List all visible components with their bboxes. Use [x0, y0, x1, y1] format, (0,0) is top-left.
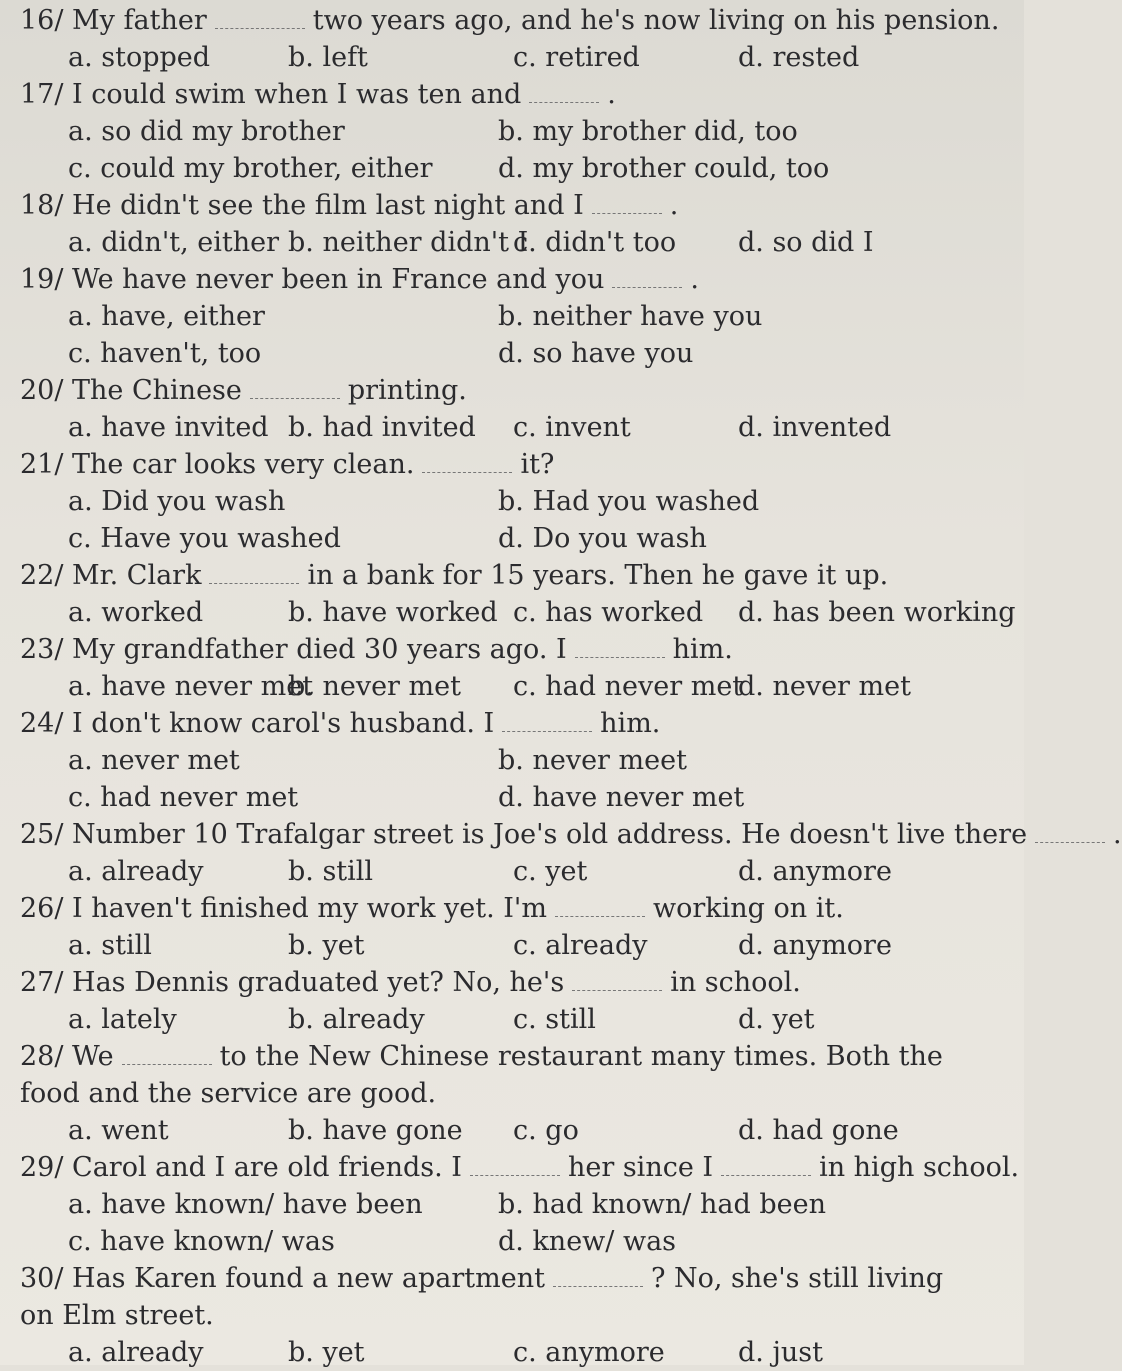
question-stem [20, 705, 984, 742]
options-list [20, 742, 984, 816]
question-stem [20, 446, 984, 483]
option-b: b. never meet [498, 745, 687, 776]
options-list [20, 1001, 984, 1038]
option-a: a. didn't, either [68, 227, 280, 258]
option-a: a. Did you wash [68, 486, 286, 517]
option-a: a. already [68, 1337, 204, 1368]
options-list [20, 224, 984, 261]
question-17 [20, 76, 984, 187]
option-a: a. have invited [68, 412, 269, 443]
option-c: c. had never met [68, 782, 299, 813]
option-c: c. Have you washed [68, 523, 341, 554]
answer-blank [575, 635, 665, 658]
question-stem [20, 1260, 984, 1334]
question-stem [20, 816, 1122, 853]
stem-text: 20/ The Chinese [20, 375, 242, 406]
option-d: d. have never met [498, 782, 745, 813]
question-stem [20, 964, 984, 1001]
question-26 [20, 890, 984, 964]
stem-text: to the New Chinese restaurant many times. Both the food and the service are good. [20, 1041, 943, 1109]
question-24 [20, 705, 984, 816]
stem-text: 19/ We have never been in France and you [20, 264, 605, 295]
question-stem [20, 890, 984, 927]
option-c: c. already [513, 930, 648, 961]
options-list [20, 668, 984, 705]
question-stem [20, 1038, 984, 1112]
option-c: c. could my brother, either [68, 153, 433, 184]
question-30 [20, 1260, 984, 1371]
stem-text: printing. [347, 375, 467, 406]
option-d: d. Do you wash [498, 523, 707, 554]
stem-text: 28/ We [20, 1041, 114, 1072]
option-d: d. just [738, 1337, 823, 1368]
option-b: b. neither didn't I [288, 227, 529, 258]
options-list [20, 1186, 984, 1260]
option-a: a. have known/ have been [68, 1189, 423, 1220]
options-list [20, 1112, 984, 1149]
stem-text: 17/ I could swim when I was ten and [20, 79, 522, 110]
stem-text: him. [600, 708, 661, 739]
option-a: a. so did my brother [68, 116, 345, 147]
question-29 [20, 1149, 1020, 1260]
question-16 [20, 2, 1000, 76]
option-b: b. already [288, 1004, 425, 1035]
answer-blank [592, 191, 662, 214]
option-d: d. anymore [738, 930, 892, 961]
stem-text: 26/ I haven't finished my work yet. I'm [20, 893, 547, 924]
question-18 [20, 187, 984, 261]
answer-blank [572, 968, 662, 991]
option-b: b. left [288, 42, 368, 73]
option-d: d. never met [738, 671, 911, 702]
stem-text: two years ago, and he's now living on his pension. [312, 5, 1000, 36]
option-d: d. so have you [498, 338, 694, 369]
option-d: d. so did I [738, 227, 874, 258]
option-d: d. invented [738, 412, 892, 443]
option-a: a. already [68, 856, 204, 887]
question-20 [20, 372, 984, 446]
stem-text: 18/ He didn't see the film last night and I [20, 190, 584, 221]
stem-text: ? No, she's still living on Elm street. [20, 1263, 944, 1331]
option-a: a. never met [68, 745, 240, 776]
option-d: d. my brother could, too [498, 153, 830, 184]
option-c: c. had never met [513, 671, 744, 702]
answer-blank [612, 265, 682, 288]
answer-blank [553, 1264, 643, 1287]
option-c: c. retired [513, 42, 640, 73]
question-28 [20, 1038, 984, 1149]
option-b: b. still [288, 856, 374, 887]
option-c: c. has worked [513, 597, 704, 628]
option-b: b. have gone [288, 1115, 463, 1146]
option-a: a. stopped [68, 42, 211, 73]
options-list [20, 113, 984, 187]
stem-text: 25/ Number 10 Trafalgar street is Joe's old address. He doesn't live there [20, 819, 1028, 850]
stem-text: 27/ Has Dennis graduated yet? No, he's [20, 967, 565, 998]
options-list [20, 39, 984, 76]
answer-blank [529, 80, 599, 103]
stem-text: 30/ Has Karen found a new apartment [20, 1263, 545, 1294]
stem-text: 16/ My father [20, 5, 207, 36]
answer-blank [502, 709, 592, 732]
option-d: d. rested [738, 42, 860, 73]
stem-text: . [669, 190, 679, 221]
stem-text: 23/ My grandfather died 30 years ago. I [20, 634, 567, 665]
option-a: a. lately [68, 1004, 177, 1035]
question-stem [20, 261, 984, 298]
option-b: b. yet [288, 1337, 365, 1368]
answer-blank [250, 376, 340, 399]
option-b: b. neither have you [498, 301, 763, 332]
question-21 [20, 446, 984, 557]
question-stem [20, 76, 984, 113]
option-a: a. worked [68, 597, 204, 628]
answer-blank [555, 894, 645, 917]
question-stem [20, 187, 984, 224]
answer-blank [721, 1153, 811, 1176]
stem-text: her since I [567, 1152, 714, 1183]
option-c: c. go [513, 1115, 579, 1146]
answer-blank [209, 561, 299, 584]
question-22 [20, 557, 1016, 631]
options-list [20, 298, 984, 372]
option-b: b. my brother did, too [498, 116, 798, 147]
option-b: b. had invited [288, 412, 476, 443]
stem-text: . [690, 264, 700, 295]
question-27 [20, 964, 984, 1038]
options-list [20, 853, 984, 890]
option-a: a. went [68, 1115, 169, 1146]
option-b: b. had known/ had been [498, 1189, 826, 1220]
options-list [20, 409, 984, 446]
stem-text: working on it. [652, 893, 844, 924]
option-c: c. haven't, too [68, 338, 262, 369]
option-b: b. Had you washed [498, 486, 760, 517]
option-d: d. knew/ was [498, 1226, 677, 1257]
option-d: d. anymore [738, 856, 892, 887]
question-25 [20, 816, 1122, 890]
answer-blank [470, 1153, 560, 1176]
option-d: d. has been working [738, 597, 1016, 628]
option-c: c. have known/ was [68, 1226, 335, 1257]
question-23 [20, 631, 984, 705]
option-a: a. still [68, 930, 152, 961]
option-c: c. invent [513, 412, 631, 443]
option-c: c. still [513, 1004, 596, 1035]
answer-blank [1035, 820, 1105, 843]
question-19 [20, 261, 984, 372]
option-a: a. have, either [68, 301, 265, 332]
option-c: c. didn't too [513, 227, 677, 258]
question-stem [20, 631, 984, 668]
options-list [20, 594, 1016, 631]
options-list [20, 927, 984, 964]
options-list [20, 483, 984, 557]
answer-blank [422, 450, 512, 473]
stem-text: in high school. [819, 1152, 1020, 1183]
stem-text: it? [520, 449, 555, 480]
answer-blank [215, 6, 305, 29]
question-stem [20, 1149, 1020, 1186]
stem-text: 21/ The car looks very clean. [20, 449, 415, 480]
option-a: a. have never met [68, 671, 314, 702]
option-c: c. anymore [513, 1337, 665, 1368]
option-b: b. never met [288, 671, 461, 702]
stem-text: 24/ I don't know carol's husband. I [20, 708, 495, 739]
answer-blank [122, 1042, 212, 1065]
question-stem [20, 557, 984, 594]
stem-text: him. [672, 634, 733, 665]
options-list [20, 1334, 984, 1371]
option-d: d. had gone [738, 1115, 899, 1146]
stem-text: . [1113, 819, 1122, 850]
question-stem [20, 2, 1000, 39]
stem-text: in school. [670, 967, 801, 998]
option-c: c. yet [513, 856, 588, 887]
option-d: d. yet [738, 1004, 815, 1035]
stem-text: . [607, 79, 616, 110]
stem-text: 22/ Mr. Clark [20, 560, 202, 591]
option-b: b. yet [288, 930, 365, 961]
option-b: b. have worked [288, 597, 498, 628]
stem-text: in a bank for 15 years. Then he gave it up. [307, 560, 889, 591]
question-stem [20, 372, 984, 409]
stem-text: 29/ Carol and I are old friends. I [20, 1152, 462, 1183]
